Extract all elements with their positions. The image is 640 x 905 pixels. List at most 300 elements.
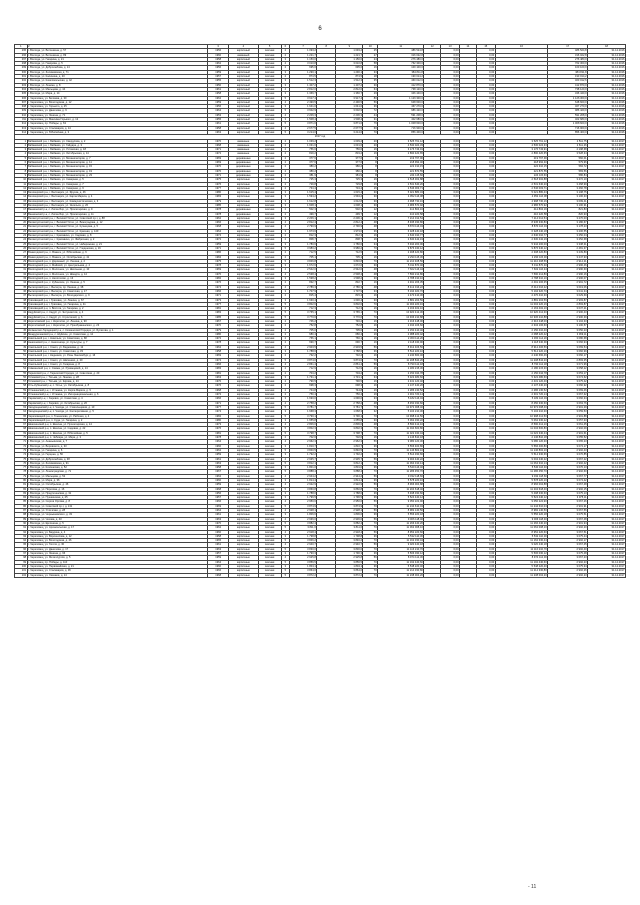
table-cell: 16	[363, 294, 378, 298]
table-cell: 31.12.2017	[588, 367, 626, 371]
table-cell: 0,00	[441, 521, 460, 525]
table-cell: 2 903,5	[336, 345, 363, 349]
table-cell: 2 925,8	[290, 556, 317, 560]
table-cell: 1958	[208, 126, 229, 130]
table-cell: 2 902,40	[548, 547, 588, 551]
table-cell: 11 022 340,44	[378, 431, 424, 435]
table-cell: 4 788 310,10	[378, 277, 424, 281]
table-cell: 1978	[208, 212, 229, 216]
table-cell: 16	[15, 203, 28, 207]
table-cell: каменный	[229, 53, 258, 57]
table-cell: 3	[281, 92, 289, 96]
table-cell: г. Вологда, ул. Мира, д. 14	[27, 92, 208, 96]
table-cell: скатная	[258, 251, 281, 255]
table-cell: 5	[281, 311, 289, 315]
table-cell: скатная	[258, 332, 281, 336]
table-cell: 2 163 402,10	[378, 307, 424, 311]
table-cell: 3 871,6	[336, 122, 363, 126]
table-cell: 1 008 600,0	[548, 122, 588, 126]
table-cell: скатная	[258, 564, 281, 568]
table-cell: 70	[363, 405, 378, 409]
table-cell: 16	[363, 251, 378, 255]
table-cell: 819,2	[336, 152, 363, 156]
table-cell: 96	[15, 547, 28, 551]
table-cell: 2 990,60	[548, 268, 588, 272]
table-cell: 2 902,23	[548, 573, 588, 577]
table-cell: 1966	[208, 221, 229, 225]
table-cell: 0,00	[476, 483, 495, 487]
table-cell: 16	[363, 388, 378, 392]
table-cell: 1976	[208, 281, 229, 285]
table-cell: 4	[281, 272, 289, 276]
table-cell: 70	[363, 547, 378, 551]
table-cell: скатная	[258, 569, 281, 573]
table-cell: 1959	[208, 100, 229, 104]
table-cell: 2 902,17	[548, 539, 588, 543]
table-cell: 3 917,4	[336, 96, 363, 100]
table-cell: 0,00	[476, 234, 495, 238]
table-cell: 1968	[208, 388, 229, 392]
table-cell: 3 082,99	[548, 350, 588, 354]
table-cell: деревянные	[229, 165, 258, 169]
table-cell: 5 944 200,00	[378, 242, 424, 246]
table-cell: 56	[363, 483, 378, 487]
table-cell: 0,00	[441, 418, 460, 422]
table-cell: 51	[15, 354, 28, 358]
table-cell: 3 176 743,91	[495, 148, 547, 152]
table-cell: 3 029,69	[548, 294, 588, 298]
table-cell: г. Вологда, ул. Ветошкина, д. 57	[27, 49, 208, 53]
table-cell: 31.12.2017	[588, 552, 626, 556]
table-cell: 0,00	[476, 474, 495, 478]
table-cell: 10 936 210,88	[495, 315, 547, 319]
table-cell: 5 498 330,60	[378, 491, 424, 495]
register-table-wrapper	[14, 44, 626, 578]
table-cell: 5 566 400,80	[378, 444, 424, 448]
table-cell: 0,00	[441, 216, 460, 220]
table-cell: 43	[15, 320, 28, 324]
table-cell: 738 120,0	[378, 87, 424, 91]
table-cell: 31.12.2017	[588, 440, 626, 444]
table-cell: 0,00	[476, 526, 495, 530]
table-cell: скатная	[258, 298, 281, 302]
table-cell: 2 290 115,30	[378, 255, 424, 259]
table-cell: 0,00	[476, 530, 495, 534]
table-cell: скатная	[258, 66, 281, 70]
table-cell: 1956	[208, 491, 229, 495]
table-cell: 1970	[208, 169, 229, 173]
table-cell: 0,00	[476, 79, 495, 83]
table-cell: 2	[27, 45, 208, 49]
table-cell: 31.12.2017	[588, 431, 626, 435]
table-cell: 1966	[208, 362, 229, 366]
table-cell: 316 022,8	[548, 53, 588, 57]
table-cell: 0,00	[441, 87, 460, 91]
table-cell: 3 466,78	[548, 186, 588, 190]
table-cell: Тотемский р-н, г. Тотьма, ул. Ленина, д. 28	[27, 375, 208, 379]
table-cell: 56	[363, 530, 378, 534]
table-cell: 3 860,8	[290, 487, 317, 491]
table-cell: 9 050 222,90	[495, 500, 547, 504]
table-cell: 31.12.2017	[588, 341, 626, 345]
table-cell: 11 244 610,04	[495, 504, 547, 508]
table-cell: 5	[281, 405, 289, 409]
table-cell: Великоустюгский р-н, г. Великий Устюг, ул. Виноградова, д. 12	[27, 221, 208, 225]
table-cell: 70	[363, 470, 378, 474]
table-cell: 0,00	[441, 79, 460, 83]
table-cell: 2 611,26	[548, 143, 588, 147]
table-cell: 31.12.2017	[588, 418, 626, 422]
table-cell: 3 812,1	[336, 461, 363, 465]
table-cell: г. Вологда, ул. Гагарина, д. 21	[27, 57, 208, 61]
table-cell: 3	[281, 478, 289, 482]
table-cell: г. Вологда, ул. Чехова, д. 43	[27, 517, 208, 521]
table-cell: Череповецкий р-н, п. Суда, ул. Гагарина, д. 2	[27, 418, 208, 422]
table-cell: 2	[281, 337, 289, 341]
table-cell: 0,00	[476, 496, 495, 500]
table-cell: скатная	[258, 440, 281, 444]
table-cell: 3 856,5	[336, 560, 363, 564]
table-cell: 0,00	[441, 83, 460, 87]
table-cell: 2 925,8	[336, 556, 363, 560]
table-cell: 31.12.2017	[588, 178, 626, 182]
table-cell: 221 870,55	[495, 169, 547, 173]
table-cell: 7 602 116,44	[495, 268, 547, 272]
table-cell: кирпичные	[229, 362, 258, 366]
table-cell: скатная	[258, 57, 281, 61]
table-cell: 402 680,0	[548, 118, 588, 122]
table-cell: каменные	[229, 143, 258, 147]
table-cell: 2	[281, 384, 289, 388]
table-cell: кирпичные	[229, 186, 258, 190]
table-cell: 2	[281, 165, 289, 169]
table-cell: 3 765,1	[290, 311, 317, 315]
table-cell: 0,00	[441, 264, 460, 268]
table-cell: 0,00	[441, 109, 460, 113]
table-cell: кирпичные	[229, 453, 258, 457]
table-cell: 1958	[208, 92, 229, 96]
table-cell: 2 922,9	[290, 483, 317, 487]
table-cell: Череповецкий р-н, п. Тоншалово, ул. Рабочая, д. 4	[27, 414, 208, 418]
table-cell: 48	[363, 423, 378, 427]
table-cell: 5	[281, 560, 289, 564]
table-cell: 1970	[208, 139, 229, 143]
table-cell: 0,00	[476, 315, 495, 319]
table-cell: 2 950,6	[336, 500, 363, 504]
table-cell: кирпичные	[229, 324, 258, 328]
table-cell: скатная	[258, 225, 281, 229]
table-cell: скатная	[258, 255, 281, 259]
table-cell: 10 920 412,30	[378, 311, 424, 315]
table-cell: 34	[363, 242, 378, 246]
table-cell: 1962	[208, 96, 229, 100]
table-cell: 0,00	[441, 509, 460, 513]
table-cell: 60	[363, 126, 378, 130]
table-cell: 31.12.2017	[588, 234, 626, 238]
table-cell: 1958	[208, 57, 229, 61]
table-cell: 2 812,4	[336, 221, 363, 225]
table-cell: скатная	[258, 100, 281, 104]
table-cell: 5 548 220,40	[378, 564, 424, 568]
table-cell: 3 075,11	[548, 496, 588, 500]
table-cell: 0,00	[476, 242, 495, 246]
table-cell: г. Вологда, ул. Козленская, д. 52	[27, 466, 208, 470]
table-cell: Устюженский р-н, г. Устюжна, ул. Карла Маркса, д. 9	[27, 388, 208, 392]
table-cell: 0,00	[441, 62, 460, 66]
table-cell: 4 998 730,16	[495, 199, 547, 203]
table-cell: кирпичные	[229, 375, 258, 379]
table-cell: 690,7	[336, 341, 363, 345]
table-cell: 31.12.2016	[588, 62, 626, 66]
table-cell: 15	[15, 199, 28, 203]
table-cell: 31.12.2016	[588, 118, 626, 122]
table-cell: 31.12.2017	[588, 491, 626, 495]
table-cell: 3 106,33	[548, 195, 588, 199]
table-cell: 0,00	[476, 143, 495, 147]
table-cell: 56	[15, 375, 28, 379]
table-cell: 1955	[208, 118, 229, 122]
table-cell: кирпичный	[229, 100, 258, 104]
table-cell: 0,00	[476, 362, 495, 366]
table-cell: кирпичные	[229, 483, 258, 487]
table-cell: Бабаевский р-н, г. Бабаево, ул. Северная, д. 9	[27, 186, 208, 190]
table-cell: 1956	[208, 66, 229, 70]
table-cell: 591 208,0	[548, 113, 588, 117]
table-cell: 11 192 440,60	[495, 560, 547, 564]
table-cell: 766,1	[290, 337, 317, 341]
table-cell: 219 767,90	[495, 156, 547, 160]
table-cell: 3	[281, 418, 289, 422]
table-cell: 5 514 220,10	[378, 350, 424, 354]
table-cell: 49	[15, 345, 28, 349]
table-cell: 3 468,99	[548, 182, 588, 186]
table-cell: 0,00	[476, 569, 495, 573]
table-cell: 1964	[208, 229, 229, 233]
table-cell: 812,3	[336, 234, 363, 238]
table-cell: 68	[15, 427, 28, 431]
table-cell: 3 100,57	[548, 324, 588, 328]
table-cell: 31.12.2017	[588, 556, 626, 560]
table-cell: 3 037,21	[548, 307, 588, 311]
table-cell: 412 804,16	[495, 208, 547, 212]
table-cell: 2	[281, 161, 289, 165]
table-cell: 16	[363, 371, 378, 375]
table-cell: г. Вологда, ул. Щетинина, д. 5	[27, 521, 208, 525]
table-cell: 31.12.2017	[588, 423, 626, 427]
table-cell: 1 512,3	[290, 79, 317, 83]
table-cell: 36	[363, 105, 378, 109]
table-cell: 25	[363, 49, 378, 53]
table-cell: 70	[363, 539, 378, 543]
table-cell: 766,1	[336, 337, 363, 341]
table-cell: 57	[15, 380, 28, 384]
table-cell: 30	[363, 199, 378, 203]
table-cell: 1 366,7	[336, 92, 363, 96]
table-cell: 0,00	[441, 328, 460, 332]
table-cell: 11 266 440,20	[378, 521, 424, 525]
table-cell: 986 420,0	[378, 109, 424, 113]
table-cell: кирпичные	[229, 229, 258, 233]
table-cell: Тарногский р-н, с. Тарногский Городок, ул. Советская, д. 20	[27, 371, 208, 375]
table-cell: 5 532 110,30	[495, 534, 547, 538]
table-cell: 0,00	[476, 285, 495, 289]
table-cell: 0,00	[476, 268, 495, 272]
table-cell: 0,00	[441, 350, 460, 354]
table-cell: г. Череповец, ул. Гоголя, д. 30	[27, 543, 208, 547]
table-cell: кирпичные	[229, 573, 258, 577]
table-cell: 2 806,0	[290, 423, 317, 427]
table-cell: 3	[281, 118, 289, 122]
table-cell: г. Череповец, ул. Максима Горького, д. 12	[27, 118, 208, 122]
table-cell: скатная	[258, 539, 281, 543]
table-cell: 1 655,8	[336, 418, 363, 422]
table-cell: 2 180 215,30	[378, 367, 424, 371]
table-cell: кирпичные	[229, 543, 258, 547]
table-cell: 5 182 116,04	[495, 397, 547, 401]
table-cell: 16	[363, 66, 378, 70]
table-cell: 190 014,2	[378, 75, 424, 79]
table-cell: 4	[281, 285, 289, 289]
table-cell: кирпичный	[229, 79, 258, 83]
table-cell: 0,00	[476, 96, 495, 100]
table-cell: кирпичные	[229, 534, 258, 538]
table-cell: 2 542,0	[336, 268, 363, 272]
table-cell: 380,2	[336, 169, 363, 173]
table-cell: 381,9	[290, 173, 317, 177]
table-cell: 1974	[208, 285, 229, 289]
table-cell: Чагодощенский р-н, п. Чагода, ул. Стекольщиков, д. 10	[27, 405, 208, 409]
table-cell: кирпичные	[229, 414, 258, 418]
table-cell: 1 790,3	[290, 552, 317, 556]
table-cell: 2 431 120,40	[495, 380, 547, 384]
table-cell: кирпичный	[229, 70, 258, 74]
table-cell: 0,00	[476, 324, 495, 328]
table-cell: 56	[363, 500, 378, 504]
table-cell: кирпичные	[229, 255, 258, 259]
table-cell: 34	[15, 281, 28, 285]
table-cell: 3 874,9	[290, 504, 317, 508]
table-cell: 0,00	[476, 478, 495, 482]
table-cell: 8 790 112,18	[378, 362, 424, 366]
table-cell: 31.12.2017	[588, 332, 626, 336]
table-cell: кирпичные	[229, 354, 258, 358]
table-cell: кирпичный	[229, 62, 258, 66]
table-cell: 1967	[208, 470, 229, 474]
table-cell: 97	[15, 552, 28, 556]
table-cell: 3	[281, 513, 289, 517]
table-cell: 746,2	[290, 320, 317, 324]
table-cell: 31.12.2017	[588, 337, 626, 341]
table-cell: 5 194 320,70	[378, 289, 424, 293]
table-cell: 402 680,0	[378, 118, 424, 122]
table-cell: 1971	[208, 173, 229, 177]
table-cell: 9 020 440,18	[495, 543, 547, 547]
table-cell: 5	[281, 130, 289, 134]
table-cell: 8 590 412,10	[378, 423, 424, 427]
table-cell: 98	[15, 556, 28, 560]
table-cell: 1 804,1	[336, 564, 363, 568]
table-cell: кирпичный	[229, 118, 258, 122]
table-cell: 1 798,8	[336, 534, 363, 538]
table-cell: 2 786,3	[336, 285, 363, 289]
table-cell: 1963	[208, 130, 229, 134]
table-cell: 5	[281, 96, 289, 100]
table-cell: 579,96	[548, 161, 588, 165]
table-cell: 1957	[208, 75, 229, 79]
table-cell: 16	[363, 238, 378, 242]
table-cell: 1 806,6	[336, 513, 363, 517]
table-cell: Кирилловский р-н, г. Кириллов, ул. Преображенского, д. 23	[27, 324, 208, 328]
table-cell: 0,00	[441, 345, 460, 349]
table-cell: 7 590 212,80	[378, 272, 424, 276]
table-cell: Кадуйский р-н, п. Кадуй, ул. Энтузиастов, д. 4	[27, 311, 208, 315]
table-cell: 10	[363, 45, 378, 49]
table-cell: 712,9	[336, 367, 363, 371]
table-cell: 11 064 310,14	[495, 461, 547, 465]
table-cell: 0,00	[476, 216, 495, 220]
table-cell: Бабаевский р-н, г. Бабаево, ул. Механизаторов, д. 7	[27, 156, 208, 160]
table-cell: 0,00	[476, 165, 495, 169]
table-cell: 734,4	[336, 186, 363, 190]
table-cell: г. Череповец, ул. Бардина, д. 4	[27, 530, 208, 534]
table-cell: 11 286 450,70	[495, 470, 547, 474]
table-cell: 31.12.2017	[588, 358, 626, 362]
table-cell: 9 020 440,18	[378, 543, 424, 547]
table-cell: 0,00	[441, 169, 460, 173]
table-cell: 2 922,9	[336, 483, 363, 487]
table-cell: кирпичные	[229, 259, 258, 263]
table-cell: 31.12.2017	[588, 251, 626, 255]
table-cell: скатная	[258, 212, 281, 216]
table-cell: Вожегодский р-н, п. Вожега, ул. Октябрьская, д. 41	[27, 255, 208, 259]
table-cell: 1964	[208, 560, 229, 564]
table-cell: 3	[281, 453, 289, 457]
table-cell: скатная	[258, 199, 281, 203]
table-cell: 31.12.2016	[588, 70, 626, 74]
table-cell: 31.12.2017	[588, 242, 626, 246]
table-cell: 5 578 220,10	[378, 478, 424, 482]
table-cell: кирпичные	[229, 431, 258, 435]
table-cell: 5 104 210,30	[378, 410, 424, 414]
table-cell: 65	[15, 414, 28, 418]
table-cell: Сокольский р-н, г. Кадников, ул. Розы Люксембург, д. 16	[27, 354, 208, 358]
table-cell: 31.12.2016	[588, 66, 626, 70]
table-cell: 1 780,6	[290, 242, 317, 246]
table-cell: кирпичные	[229, 448, 258, 452]
table-cell: 31.12.2017	[588, 521, 626, 525]
table-cell: 3 074,42	[548, 478, 588, 482]
table-cell: 64	[363, 87, 378, 91]
table-cell: 0,00	[441, 483, 460, 487]
table-cell: 1956	[208, 105, 229, 109]
table-cell: 1959	[208, 556, 229, 560]
table-cell: 9 004 440,22	[378, 457, 424, 461]
table-cell: кирпичные	[229, 294, 258, 298]
table-cell: 0,00	[441, 496, 460, 500]
table-cell: скатная	[258, 496, 281, 500]
table-cell: Белозерский р-н, г. Белозерск, ул. Энгельса, д. 20	[27, 203, 208, 207]
table-cell: 31.12.2017	[588, 487, 626, 491]
table-cell: 5 514 220,10	[495, 350, 547, 354]
table-cell: 0,00	[476, 182, 495, 186]
table-cell: 3	[281, 264, 289, 268]
table-cell: 31.12.2017	[588, 302, 626, 306]
table-cell: 1975	[208, 178, 229, 182]
table-cell: 4	[281, 100, 289, 104]
table-cell: 1980	[208, 332, 229, 336]
table-cell: г. Вологда, ул. Октябрьская, д. 46	[27, 483, 208, 487]
table-cell: 11 162 330,44	[495, 539, 547, 543]
